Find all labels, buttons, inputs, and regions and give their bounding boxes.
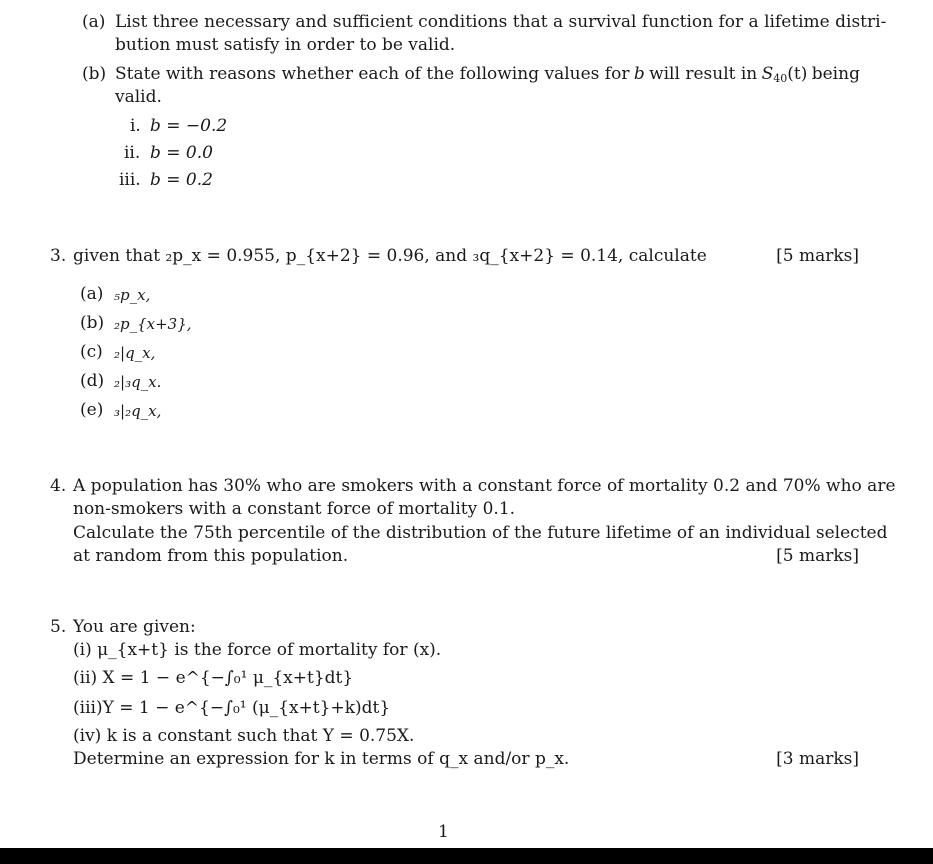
q2b-item-label: i.	[130, 116, 141, 136]
q4-line4: at random from this population.	[73, 546, 349, 566]
bottom-black-bar	[0, 848, 933, 864]
q2b-label: (b)	[82, 64, 107, 84]
q2a-text-line1: List three necessary and sufficient conditions that a survival function for a lifetime distri-	[115, 12, 887, 32]
page-number: 1	[438, 822, 449, 842]
q5-item-i: (i) μ_{x+t} is the force of mortality for (x).	[73, 640, 442, 660]
q2b-item-label: ii.	[124, 143, 141, 163]
q5-item-iii: (iii)Y = 1 − e^{−∫₀¹ (μ_{x+t}+k)dt}	[73, 698, 391, 718]
q4-line1: A population has 30% who are smokers with a constant force of mortality 0.2 and 70% who are	[73, 476, 896, 496]
q2b-mid: will result in	[649, 64, 758, 84]
q2b-text-line2: valid.	[115, 87, 162, 107]
q3-part-expr: ₂p_{x+3},	[114, 315, 192, 333]
q3-marks: [5 marks]	[776, 246, 859, 266]
q5-last: Determine an expression for k in terms of q_x and/or p_x.	[73, 749, 570, 769]
q5-item-iv: (iv) k is a constant such that Y = 0.75X.	[73, 726, 415, 746]
q2b-pre: State with reasons whether each of the following values for	[115, 64, 630, 84]
q2b-post: being	[811, 64, 860, 84]
q2b-item-label: iii.	[119, 170, 141, 190]
q3-text: given that ₂p_x = 0.955, p_{x+2} = 0.96, and ₃q_{x+2} = 0.14, calculate	[73, 246, 707, 266]
q3-part-label: (b)	[80, 313, 105, 333]
q4-line3: Calculate the 75th percentile of the distribution of the future lifetime of an individual selected	[73, 523, 888, 543]
q4-number: 4.	[50, 476, 67, 496]
q2b-item-expr: b = 0.0	[150, 143, 213, 163]
q3-part-label: (d)	[80, 371, 105, 391]
q3-part-label: (a)	[80, 284, 104, 304]
q2a-text-line2: bution must satisfy in order to be valid.	[115, 35, 456, 55]
q3-part-label: (e)	[80, 400, 104, 420]
q5-number: 5.	[50, 617, 67, 637]
q4-line2: non-smokers with a constant force of mortality 0.1.	[73, 499, 516, 519]
q2b-item-expr: b = 0.2	[150, 170, 213, 190]
q2b-text-line1	[115, 64, 860, 85]
q2b-var: b	[633, 64, 645, 84]
q4-marks: [5 marks]	[776, 546, 859, 566]
q5-item-ii: (ii) X = 1 − e^{−∫₀¹ μ_{x+t}dt}	[73, 668, 354, 688]
q2a-label: (a)	[82, 12, 106, 32]
q3-part-label: (c)	[80, 342, 103, 362]
q3-part-expr: ₅p_x,	[114, 286, 151, 304]
q2b-item-expr: b = −0.2	[150, 116, 228, 136]
q3-part-expr: ₂|₃q_x.	[114, 373, 162, 391]
q5-intro: You are given:	[73, 617, 196, 637]
q2b-S: $S_{40}(t)$	[761, 64, 808, 85]
q5-marks: [3 marks]	[776, 749, 859, 769]
q3-number: 3.	[50, 246, 67, 266]
q3-part-expr: ₂|q_x,	[114, 344, 156, 362]
q3-part-expr: ₃|₂q_x,	[114, 402, 162, 420]
